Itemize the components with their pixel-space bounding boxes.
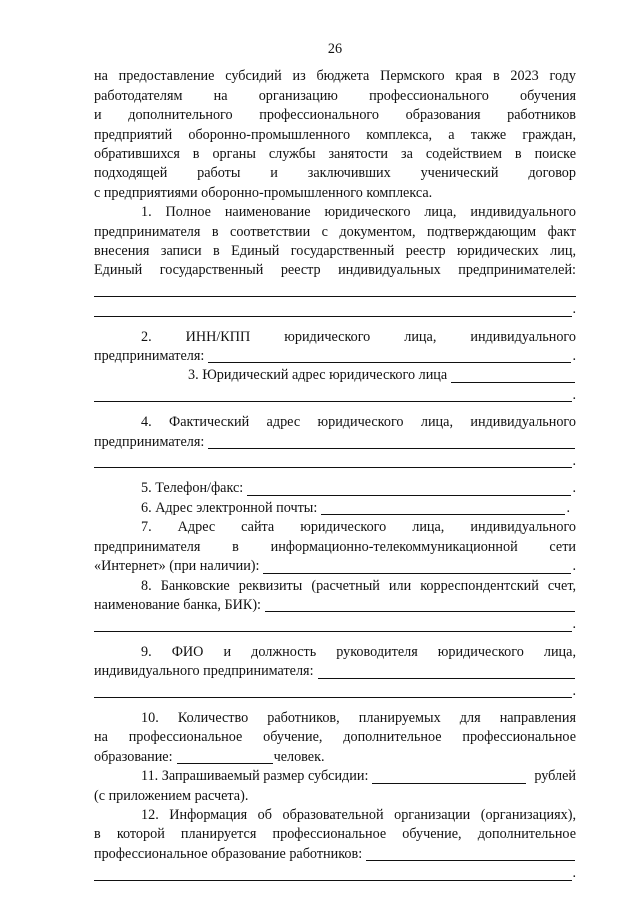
item-7-website xyxy=(94,518,576,576)
education-org-field[interactable] xyxy=(94,864,576,883)
education-org-field[interactable] xyxy=(366,846,575,861)
legal-address-field[interactable] xyxy=(94,386,576,405)
item-text: профессиональное образование работников: xyxy=(94,845,363,862)
head-name-field[interactable] xyxy=(318,664,575,679)
item-text: 2. ИНН/КПП юридического лица, индивидуального xyxy=(141,328,576,345)
item-text: на профессиональное обучение, дополнительное профессиональное xyxy=(94,729,576,746)
item-text: (с приложением расчета). xyxy=(94,787,249,804)
intro-line: с предприятиями оборонно-промышленного комплекса. xyxy=(94,184,433,201)
subsidy-amount-field[interactable] xyxy=(372,769,526,784)
item-text: 11. Запрашиваемый размер субсидии: xyxy=(141,768,369,785)
end-mark: . xyxy=(572,865,576,882)
full-name-field[interactable] xyxy=(94,281,576,300)
end-mark: . xyxy=(572,453,576,470)
head-name-field[interactable] xyxy=(94,682,576,701)
item-text: 5. Телефон/факс: xyxy=(141,480,244,497)
item-9-head-name xyxy=(94,643,576,701)
item-text: 10. Количество работников, планируемых для направления xyxy=(141,709,576,726)
item-text: предпринимателя в информационно-телекоммуникационной сети xyxy=(94,538,576,555)
item-text: 6. Адрес электронной почты: xyxy=(141,499,318,516)
item-text: образование: xyxy=(94,748,173,765)
intro-line: работодателям на организацию профессионального обучения xyxy=(94,87,576,104)
item-text: предпринимателя: xyxy=(94,348,205,365)
end-mark: . xyxy=(572,682,576,699)
document-page xyxy=(94,40,576,884)
item-text: предпринимателя: xyxy=(94,433,205,450)
end-mark: . xyxy=(572,301,576,318)
item-text: Единый государственный реестр индивидуальных предпринимателей: xyxy=(94,262,576,279)
item-text: в которой планируется профессиональное обучение, дополнительное xyxy=(94,826,576,843)
item-1-full-name xyxy=(94,203,576,319)
inn-kpp-field[interactable] xyxy=(208,348,571,363)
intro-line: подходящей работы и заключивших ученический договор xyxy=(94,165,576,182)
item-text: 1. Полное наименование юридического лица, индивидуального xyxy=(141,204,576,221)
item-text: рублей xyxy=(534,768,576,785)
actual-address-field[interactable] xyxy=(94,452,576,471)
item-text: предпринимателя в соответствии с документом, подтверждающим факт xyxy=(94,223,576,240)
item-10-employee-count xyxy=(94,709,576,767)
item-text: 8. Банковские реквизиты (расчетный или корреспондентский счет, xyxy=(141,577,576,594)
website-field[interactable] xyxy=(263,559,571,574)
actual-address-field[interactable] xyxy=(208,434,575,449)
intro-paragraph xyxy=(94,67,576,203)
bank-details-field[interactable] xyxy=(94,615,576,634)
item-text: 12. Информация об образовательной организации (организациях), xyxy=(141,806,576,823)
end-mark: . xyxy=(572,558,576,575)
intro-line: на предоставление субсидий из бюджета Пермского края в 2023 году xyxy=(94,68,576,85)
end-mark: . xyxy=(566,499,570,516)
item-text: наименование банка, БИК): xyxy=(94,596,261,613)
bank-details-field[interactable] xyxy=(265,597,575,612)
employee-count-field[interactable] xyxy=(177,749,273,764)
item-3-legal-address xyxy=(94,366,576,405)
item-4-actual-address xyxy=(94,413,576,471)
intro-line: предприятий оборонно-промышленного комплекса, а также граждан, xyxy=(94,126,576,143)
item-2-inn-kpp xyxy=(94,328,576,367)
item-text: внесения записи в Единый государственный реестр юридических лиц, xyxy=(94,243,576,260)
full-name-field[interactable] xyxy=(94,300,576,319)
item-11-subsidy-amount xyxy=(94,767,576,806)
item-8-bank-details xyxy=(94,577,576,635)
email-field[interactable] xyxy=(321,500,565,515)
legal-address-field[interactable] xyxy=(451,368,575,383)
phone-field[interactable] xyxy=(247,481,571,496)
item-12-education-org xyxy=(94,806,576,884)
end-mark: . xyxy=(572,348,576,365)
item-text: 4. Фактический адрес юридического лица, индивидуального xyxy=(141,414,576,431)
page-number: 26 xyxy=(327,41,343,57)
item-text: индивидуального предпринимателя: xyxy=(94,663,314,680)
item-text: 3. Юридический адрес юридического лица xyxy=(188,367,448,384)
item-text: «Интернет» (при наличии): xyxy=(94,558,260,575)
intro-line: обратившихся в органы службы занятости за содействием в поиске xyxy=(94,146,576,163)
item-text: 9. ФИО и должность руководителя юридического лица, xyxy=(141,643,576,660)
end-mark: . xyxy=(572,616,576,633)
end-mark: . xyxy=(572,386,576,403)
item-text: человек. xyxy=(273,748,325,765)
end-mark: . xyxy=(572,480,576,497)
item-6-email xyxy=(94,499,576,518)
item-5-phone xyxy=(94,479,576,498)
intro-line: и дополнительного профессионального образования работников xyxy=(94,107,576,124)
item-text: 7. Адрес сайта юридического лица, индивидуального xyxy=(141,519,576,536)
